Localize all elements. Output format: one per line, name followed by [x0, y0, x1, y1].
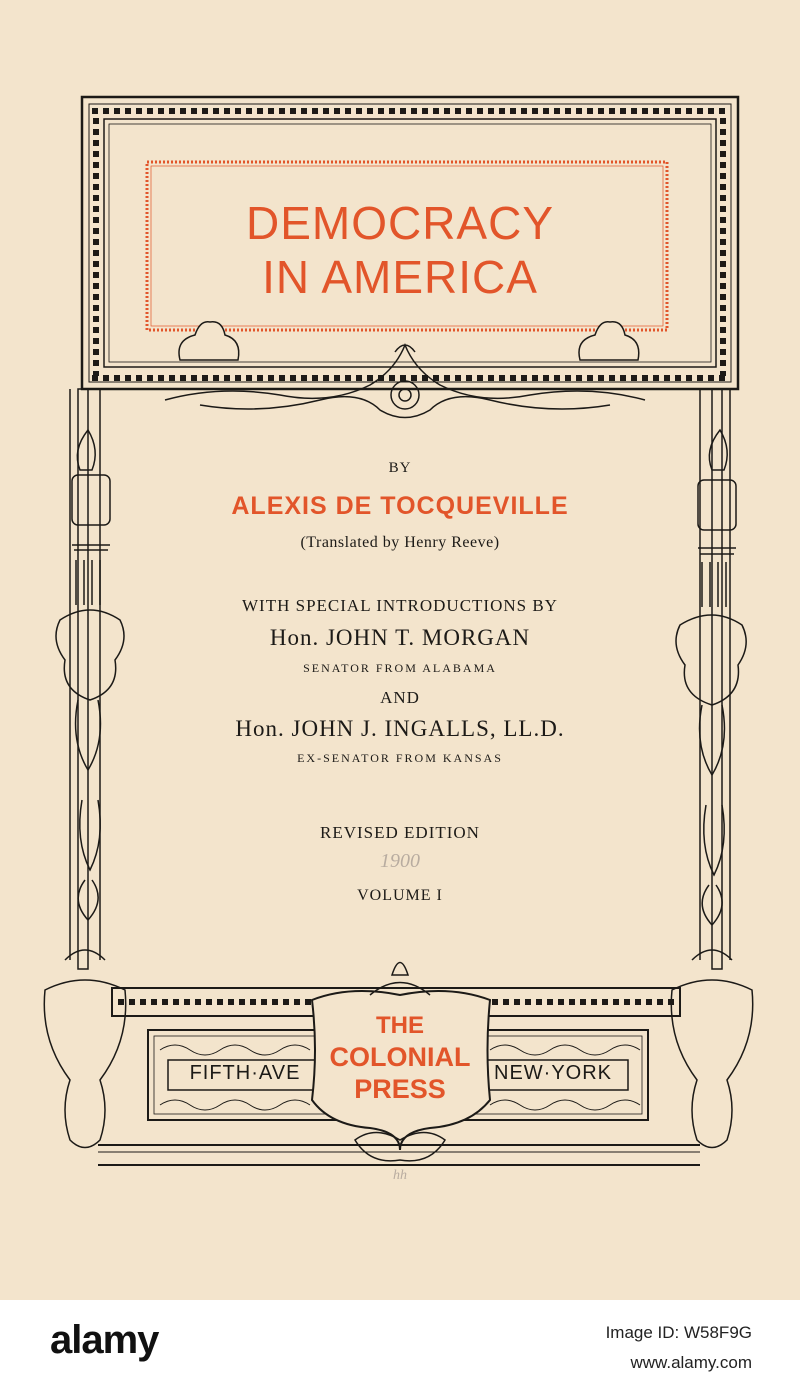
- publisher-line-2: COLONIAL: [329, 1042, 471, 1072]
- publisher-line-1: THE: [376, 1012, 424, 1039]
- title-line-1: DEMOCRACY: [245, 197, 555, 249]
- introducer-1-title: SENATOR FROM ALABAMA: [303, 661, 497, 675]
- introducer-1-name: Hon. JOHN T. MORGAN: [269, 625, 531, 650]
- intro-heading: WITH SPECIAL INTRODUCTIONS BY: [242, 596, 558, 615]
- author-name: ALEXIS DE TOCQUEVILLE: [231, 492, 569, 520]
- plaque-fifth-ave: FIFTH·AVE: [189, 1062, 301, 1084]
- plaque-new-york: NEW·YORK: [494, 1062, 612, 1084]
- title-line-2: IN AMERICA: [262, 251, 538, 303]
- by-label: BY: [388, 460, 412, 476]
- publisher-line-3: PRESS: [354, 1074, 446, 1104]
- pencil-mark: hh: [393, 1168, 407, 1183]
- and-label: AND: [380, 688, 420, 707]
- pencil-year-note: 1900: [380, 850, 420, 872]
- volume-label: VOLUME I: [357, 887, 443, 904]
- image-id: Image ID: W58F9G: [605, 1323, 752, 1342]
- watermark-info: [606, 1318, 752, 1378]
- translator-credit: (Translated by Henry Reeve): [300, 534, 500, 551]
- introducer-2-name: Hon. JOHN J. INGALLS, LL.D.: [235, 716, 565, 741]
- introducer-2-title: EX-SENATOR FROM KANSAS: [297, 751, 503, 765]
- edition-label: REVISED EDITION: [320, 823, 480, 842]
- alamy-logo: alamy: [50, 1318, 159, 1362]
- site-url: www.alamy.com: [630, 1353, 752, 1372]
